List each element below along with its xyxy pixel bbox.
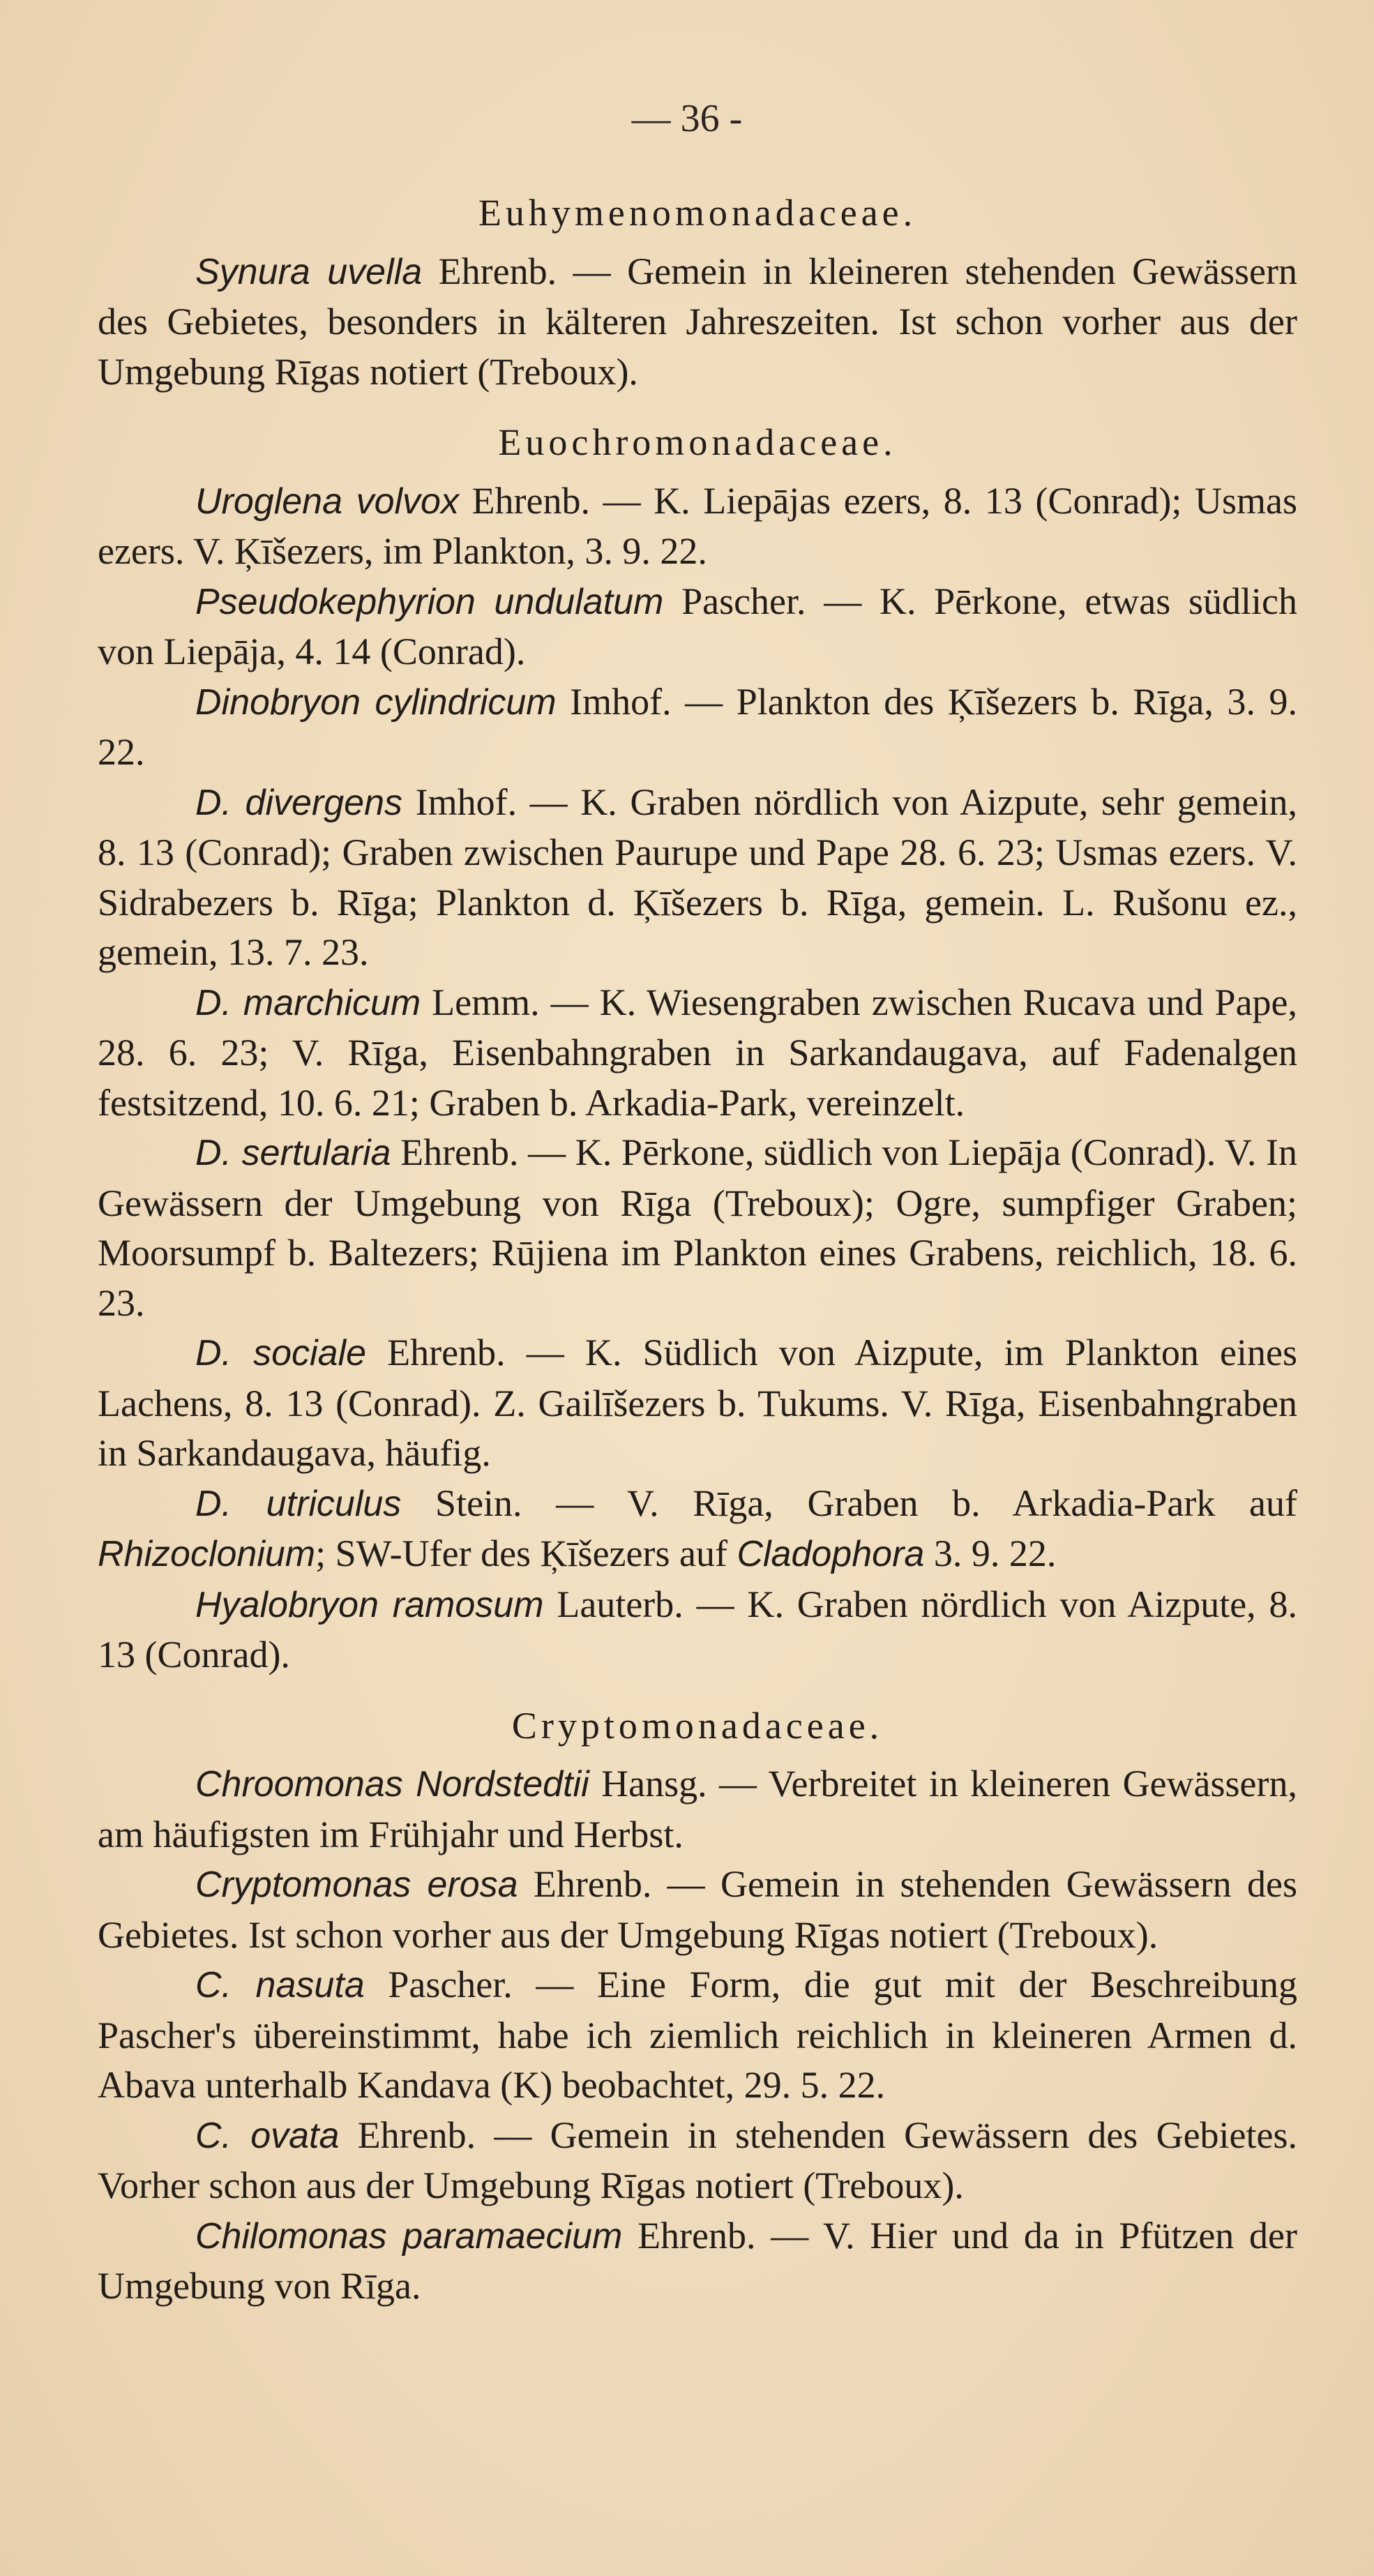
entry-text: Pascher. — K. Pērkone, etwas südlich von Liepāja, 4. 14 (Conrad). — [98, 580, 1297, 672]
species-name: D. utriculus — [195, 1483, 402, 1524]
species-entry — [98, 1860, 1297, 1960]
species-name: Dinobryon cylindricum — [195, 681, 557, 723]
species-entry — [98, 978, 1297, 1129]
page-number: — 36 - — [631, 97, 743, 140]
species-entry — [98, 1328, 1297, 1479]
substrate-name: Rhizoclonium — [98, 1534, 316, 1574]
species-name: Chilomonas paramaecium — [195, 2215, 623, 2257]
entry-text: Ehrenb. — K. Südlich von Aizpute, im Plankton eines Lachens, 8. 13 (Conrad). Z. Gailīšezers b. Tukums. V. Rīga, Eisenbahngraben in Sarkandaugava, häufig. — [98, 1332, 1297, 1474]
species-name: C. ovata — [195, 2115, 340, 2156]
section-heading: Cryptomonadaceae. — [511, 1704, 884, 1747]
section-heading: Euhymenomonadaceae. — [478, 192, 917, 234]
entry-text: Ehrenb. — K. Pērkone, südlich von Liepāja (Conrad). V. In Gewässern der Umgebung von Rīga (Treboux); Ogre, sumpfiger Graben; Moorsumpf b. Baltezers; Rūjiena im Plankton eines Grabens, reichlich, 18. 6. 23. — [98, 1131, 1298, 1324]
entry-text: Ehrenb. — Gemein in stehenden Gewässern des Gebietes. Ist schon vorher aus der Umgebung Rīgas notiert (Treboux). — [98, 1863, 1297, 1956]
entry-text: Pascher. — Eine Form, die gut mit der Beschreibung Pascher's übereinstimmt, habe ich ziemlich reichlich in kleineren Armen d. Abava unterhalb Kandava (K) beobachtet, 29. 5. 22. — [98, 1964, 1298, 2106]
species-name: D. sociale — [195, 1333, 366, 1373]
species-name: D. divergens — [195, 782, 403, 823]
species-name: Synura uvella — [195, 251, 423, 292]
entry-text: Imhof. — K. Graben nördlich von Aizpute, sehr gemein, 8. 13 (Conrad); Graben zwischen Paurupe und Pape 28. 6. 23; Usmas ezers. V. Sidrabezers b. Rīga; Plankton d. Ķīšezers b. Rīga, gemein. L. Rušonu ez., gemein, 13. 7. 23. — [98, 781, 1298, 973]
entry-text: Lemm. — K. Wiesengraben zwischen Rucava und Pape, 28. 6. 23; V. Rīga, Eisenbahngraben in Sarkandaugava, auf Fadenalgen festsitzend, 10. 6. 21; Graben b. Arkadia-Park, vereinzelt. — [98, 981, 1298, 1124]
species-entry — [98, 1128, 1297, 1328]
species-name: Chroomonas Nordstedtii — [195, 1764, 589, 1805]
species-entry — [98, 1960, 1297, 2111]
species-name: Hyalobryon ramosum — [195, 1584, 544, 1625]
entry-text: 3. 9. 22. — [924, 1532, 1057, 1574]
species-entry — [98, 247, 1297, 398]
entry-text: Stein. — V. Rīga, Graben b. Arkadia-Park auf — [401, 1482, 1297, 1524]
species-entry — [98, 1479, 1297, 1580]
species-entry — [98, 2211, 1297, 2312]
species-name: Pseudokephyrion undulatum — [195, 581, 664, 622]
species-entry — [98, 476, 1297, 577]
entry-text: Hansg. — Verbreitet in kleineren Gewässern, am häufigsten im Frühjahr und Herbst. — [98, 1763, 1298, 1855]
species-entry — [98, 577, 1297, 677]
species-entry — [98, 2111, 1297, 2211]
species-entry — [98, 1580, 1297, 1680]
entry-text: Imhof. — Plankton des Ķīšezers b. Rīga, 3. 9. 22. — [98, 680, 1298, 773]
entry-text: Ehrenb. — Gemein in stehenden Gewässern des Gebietes. Vorher schon aus der Umgebung Rīgas notiert (Treboux). — [98, 2114, 1297, 2206]
species-entry — [98, 1759, 1297, 1860]
species-entry — [98, 778, 1297, 978]
page-body — [98, 188, 1297, 2312]
substrate-name: Cladophora — [737, 1534, 925, 1574]
entry-text: Ehrenb. — Gemein in kleineren stehenden Gewässern des Gebietes, besonders in kälteren Jahreszeiten. Ist schon vorher aus der Umgebung Rīgas notiert (Treboux). — [98, 250, 1297, 393]
species-name: D. marchicum — [195, 982, 421, 1023]
species-name: D. sertularia — [195, 1133, 391, 1173]
entry-text: ; SW-Ufer des Ķīšezers auf — [315, 1532, 737, 1574]
species-name: C. nasuta — [195, 1965, 365, 2005]
species-name: Cryptomonas erosa — [195, 1865, 518, 1905]
section-heading: Euochromonadaceae. — [498, 421, 897, 463]
species-name: Uroglena volvox — [195, 481, 459, 522]
entry-text: Ehrenb. — V. Hier und da in Pfützen der Umgebung von Rīga. — [98, 2214, 1297, 2307]
entry-text: Lauterb. — K. Graben nördlich von Aizpute, 8. 13 (Conrad). — [98, 1583, 1298, 1675]
entry-text: Ehrenb. — K. Liepājas ezers, 8. 13 (Conrad); Usmas ezers. V. Ķīšezers, im Plankton, 3. 9. 22. — [98, 479, 1297, 572]
species-entry — [98, 677, 1297, 778]
